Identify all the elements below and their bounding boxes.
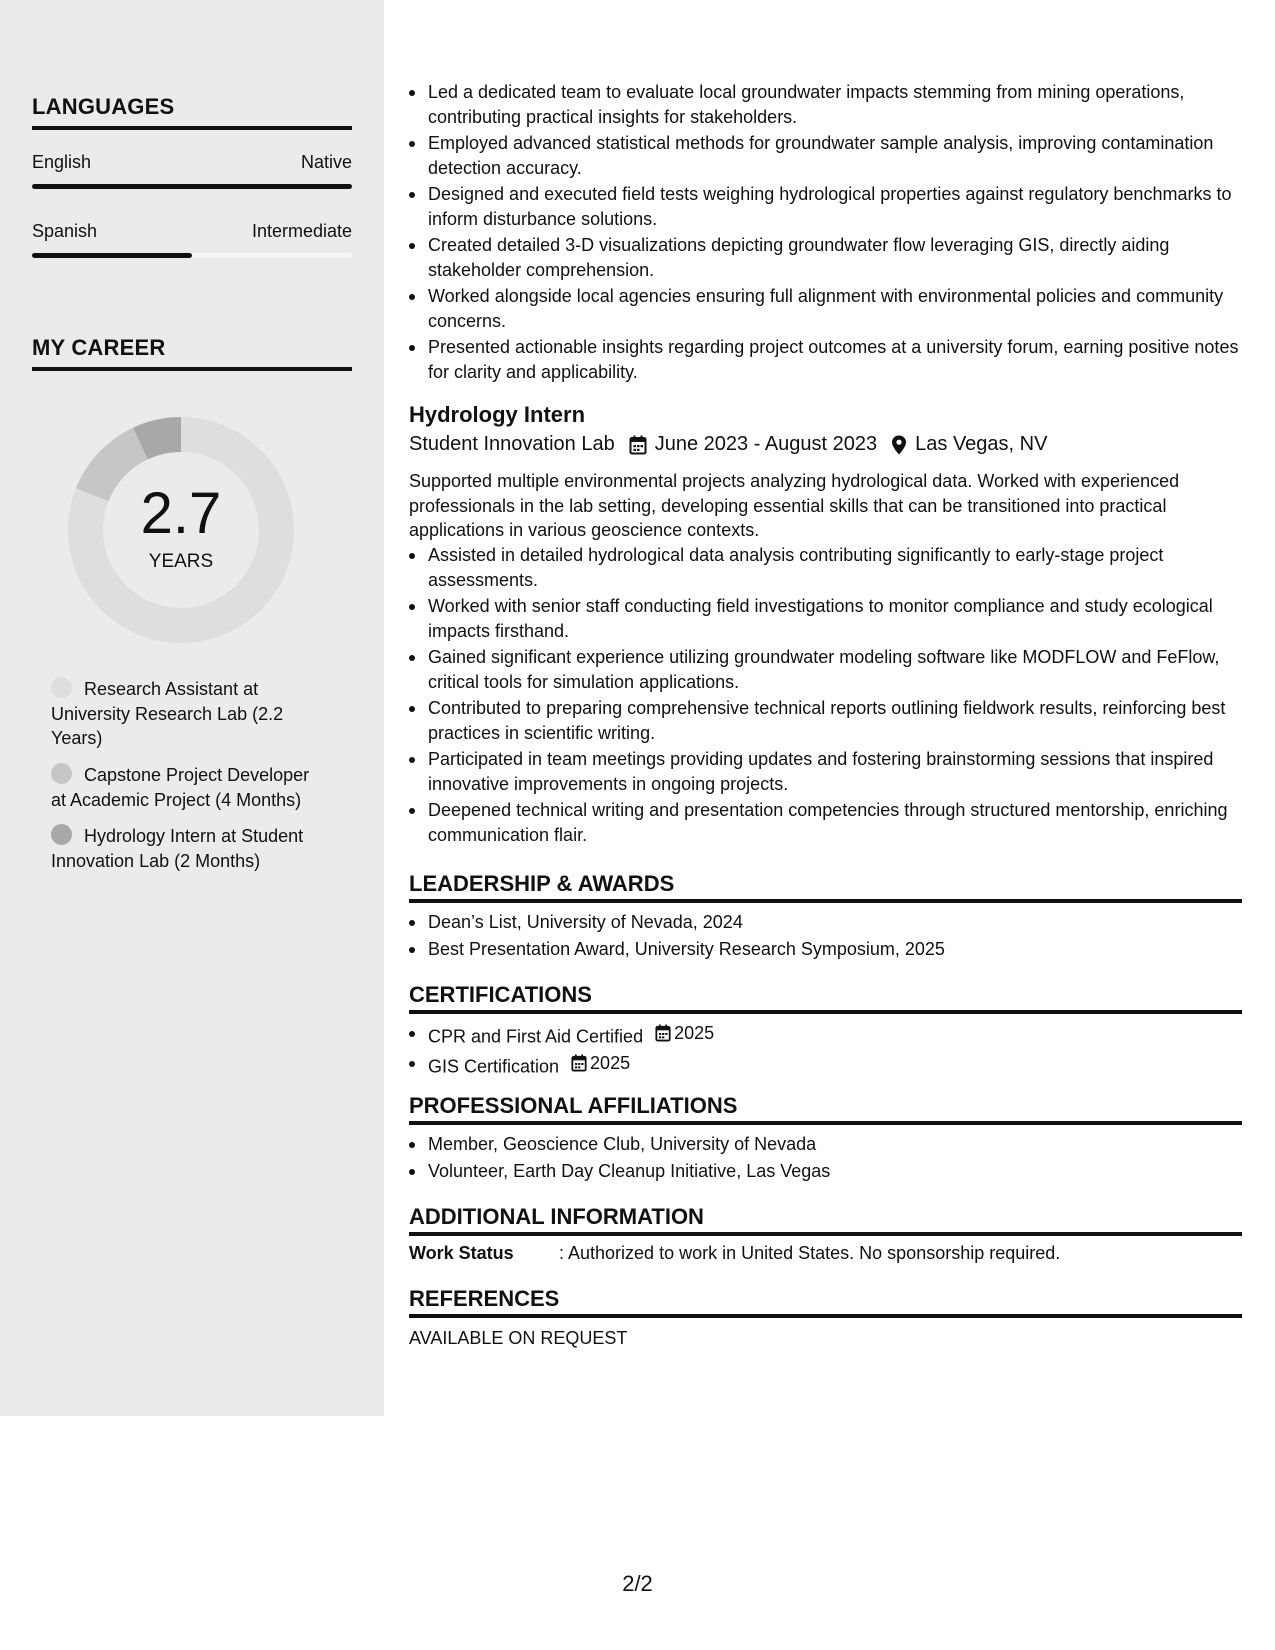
- languages-heading: LANGUAGES: [32, 94, 175, 119]
- language-row-english: [32, 152, 352, 173]
- certifications-heading-rule: [409, 1010, 1242, 1014]
- awards-list: [409, 910, 1239, 963]
- career-total-value: 2.7: [140, 481, 222, 546]
- career-legend-item: [51, 677, 326, 751]
- list-item: Created detailed 3-D visualizations depicting groundwater flow leveraging GIS, directly aiding stakeholder comprehension.: [409, 233, 1239, 282]
- work-status-value: : Authorized to work in United States. No sponsorship required.: [559, 1243, 1061, 1263]
- list-item: Worked with senior staff conducting field investigations to monitor compliance and study ecological impacts firsthand.: [409, 594, 1239, 643]
- language-level: Native: [300, 152, 352, 172]
- certifications-heading: CERTIFICATIONS: [409, 982, 592, 1007]
- legend-dot: [51, 677, 72, 698]
- legend-dot: [51, 763, 72, 784]
- career-legend-label: Research Assistant at University Research Lab (2.2 Years): [51, 679, 284, 748]
- list-item: Designed and executed field tests weighing hydrological properties against regulatory benchmarks to inform disturbance solutions.: [409, 182, 1239, 231]
- list-item: Gained significant experience utilizing groundwater modeling software like MODFLOW and FeFlow, critical tools for simulation applications.: [409, 645, 1239, 694]
- job-company: Student Innovation Lab: [409, 433, 615, 455]
- list-item: Dean’s List, University of Nevada, 2024: [409, 910, 1239, 935]
- job-location: Las Vegas, NV: [915, 433, 1048, 455]
- awards-heading: LEADERSHIP & AWARDS: [409, 871, 675, 896]
- job-meta: [409, 433, 1047, 456]
- certifications-list: [409, 1021, 1239, 1081]
- list-item: Member, Geoscience Club, University of Nevada: [409, 1132, 1239, 1157]
- certification-year: 2025: [590, 1052, 631, 1073]
- career-legend-item: [51, 763, 326, 812]
- language-row-spanish: [32, 221, 352, 242]
- references-heading: REFERENCES: [409, 1286, 560, 1311]
- list-item: Best Presentation Award, University Research Symposium, 2025: [409, 937, 1239, 962]
- list-item: Worked alongside local agencies ensuring full alignment with environmental policies and community concerns.: [409, 284, 1239, 333]
- list-item: [409, 1021, 1239, 1049]
- references-text: AVAILABLE ON REQUEST: [409, 1328, 628, 1348]
- career-legend-label: Hydrology Intern at Student Innovation Lab (2 Months): [51, 826, 304, 871]
- career-heading: MY CAREER: [32, 335, 166, 360]
- career-heading-rule: [32, 367, 352, 371]
- additional-info-heading: ADDITIONAL INFORMATION: [409, 1204, 704, 1229]
- job-title: Hydrology Intern: [409, 402, 586, 427]
- additional-info-heading-rule: [409, 1232, 1242, 1236]
- certification-name: CPR and First Aid Certified: [428, 1026, 644, 1047]
- list-item: Participated in team meetings providing updates and fostering brainstorming sessions that inspired innovative improvements in ongoing projects.: [409, 747, 1239, 796]
- calendar-icon: [571, 1054, 587, 1072]
- list-item: Contributed to preparing comprehensive technical reports outlining fieldwork results, reinforcing best practices in scientific writing.: [409, 696, 1239, 745]
- page-number: 2/2: [622, 1571, 653, 1596]
- certification-year: 2025: [674, 1023, 715, 1043]
- certification-year-wrap: [655, 1021, 714, 1046]
- affiliations-list: [409, 1132, 1239, 1185]
- language-name: English: [32, 152, 92, 172]
- language-bar-english: [32, 184, 352, 189]
- list-item: Presented actionable insights regarding project outcomes at a university forum, earning positive notes for clarity and applicability.: [409, 335, 1239, 384]
- calendar-icon: [655, 1024, 671, 1042]
- career-legend-item: [51, 824, 326, 873]
- job-dates: June 2023 - August 2023: [654, 433, 878, 455]
- list-item: Volunteer, Earth Day Cleanup Initiative, Las Vegas: [409, 1159, 1239, 1184]
- language-bar-spanish: [32, 253, 352, 258]
- list-item: Assisted in detailed hydrological data analysis contributing significantly to early-stage project assessments.: [409, 543, 1239, 592]
- language-bar-fill: [32, 184, 352, 189]
- language-name: Spanish: [32, 221, 98, 241]
- location-pin-icon: [891, 435, 907, 455]
- career-legend-label: Capstone Project Developer at Academic Project (4 Months): [51, 765, 310, 810]
- experience-bullets-top: [409, 80, 1239, 386]
- list-item: Deepened technical writing and presentation competencies through structured mentorship, enriching communication flair.: [409, 798, 1239, 847]
- awards-heading-rule: [409, 899, 1242, 903]
- list-item: [409, 1051, 1239, 1079]
- list-item: Led a dedicated team to evaluate local groundwater impacts stemming from mining operations, contributing practical insights for stakeholders.: [409, 80, 1239, 129]
- references-heading-rule: [409, 1314, 1242, 1318]
- affiliations-heading: PROFESSIONAL AFFILIATIONS: [409, 1093, 738, 1118]
- certification-name: GIS Certification: [428, 1056, 560, 1076]
- language-bar-fill: [32, 253, 192, 258]
- list-item: Employed advanced statistical methods for groundwater sample analysis, improving contamination detection accuracy.: [409, 131, 1239, 180]
- affiliations-heading-rule: [409, 1121, 1242, 1125]
- sidebar: [0, 0, 384, 1416]
- work-status-row: [409, 1243, 1060, 1264]
- language-level: Intermediate: [251, 221, 352, 241]
- languages-heading-rule: [32, 126, 352, 130]
- career-total-unit: YEARS: [148, 551, 214, 572]
- job-description: Supported multiple environmental projects analyzing hydrological data. Worked with experienced professionals in the lab setting, developing essential skills that can be transitioned into practical applications in various geoscience contexts.: [409, 471, 1180, 540]
- legend-dot: [51, 824, 72, 845]
- work-status-label: Work Status: [409, 1243, 514, 1263]
- calendar-icon: [629, 435, 647, 455]
- job-bullets: [409, 543, 1239, 849]
- certification-year-wrap: [571, 1051, 630, 1076]
